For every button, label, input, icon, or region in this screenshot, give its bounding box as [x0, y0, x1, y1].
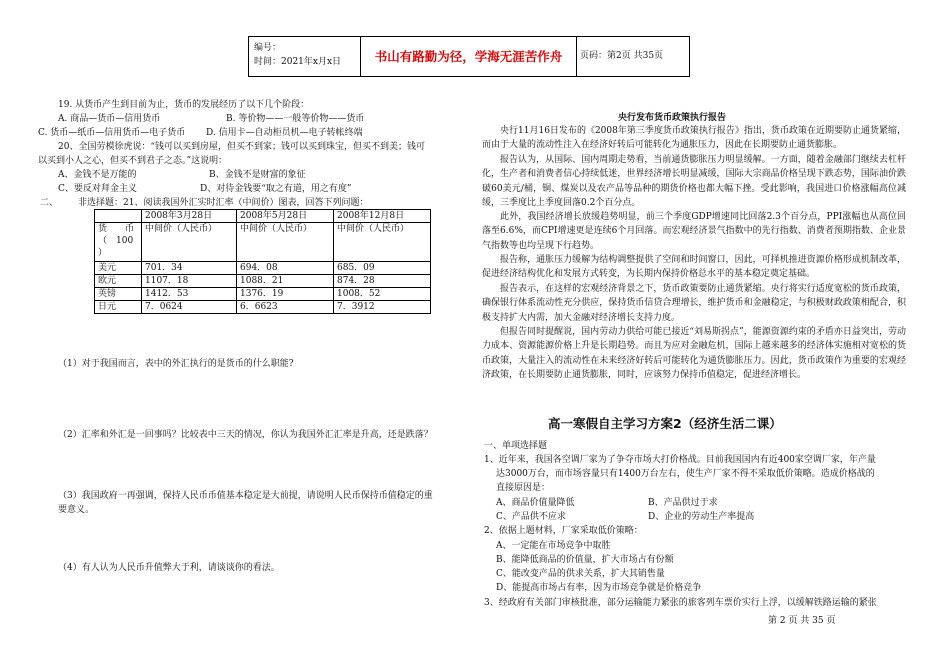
right-question-1-line2: 达3000万台，而市场容量只有1400万台左右，使生产厂家不得不采取低价策略。造成价格战的	[496, 469, 875, 479]
section-2-number: 二、	[40, 198, 59, 208]
right-question-2: 2、依据上题材料，厂家采取低价策略：	[484, 526, 643, 536]
rq1-option-b: B、产品供过于求	[648, 498, 718, 508]
question-20-line2: 以买到小人之心，但买不到君子之态。”这说明：	[38, 156, 228, 166]
q19-option-b: B. 等价物——一般等价物——货币	[226, 114, 365, 124]
header-page-label: 页码：第2页 共35页	[580, 51, 664, 61]
table-currency-label: 货 币 （ 100 ）	[95, 223, 142, 262]
table-mid-header: 中间价（人民币）	[237, 223, 334, 262]
news-title: 央行发布货币政策执行报告	[618, 113, 727, 123]
table-mid-header: 中间价（人民币）	[334, 223, 431, 262]
question-20-line1: 20、全国劳模徐虎说：“钱可以买到房屋，但买不到家；钱可以买到珠宝，但买不到美；钱可	[58, 142, 426, 152]
q19-option-a: A. 商品—货币—信用货币	[58, 114, 161, 124]
news-paragraph: 但报告同时提醒说，国内劳动力供给可能已接近“刘易斯拐点”，能源资源约束的矛盾亦日益突出，劳动力成本、资源能源价格上升是长期趋势。而且为应对金融危机，国际上越来越多的经济体实施相对宽松的货币政策，大量注入的流动性在未来经济好转后可能转化为通货膨胀压力。因此，货币政策作为重要的宏观经济政策，在长期要防止通货膨胀，同时，应该努力保持币值稳定，促进经济增长。	[482, 327, 906, 380]
sub-question-4: （4）有人认为人民币升值弊大于利，请谈谈你的看法。	[58, 563, 280, 573]
q20-option-d: D、对待金钱要“取之有道，用之有度”	[200, 184, 352, 194]
page-header-box	[248, 36, 690, 77]
table-row: 英镑 1412．53 1376．19 1008．52	[95, 288, 431, 301]
table-mid-header: 中间价（人民币）	[142, 223, 237, 262]
exchange-rate-table	[94, 209, 431, 314]
q20-option-b: B、金钱不是财富的象征	[209, 170, 306, 180]
table-row: 日元 7．0624 6．6623 7．3912	[95, 301, 431, 314]
page-footer: 第 2 页 共 35 页	[768, 616, 836, 626]
table-date: 2008年5月28日	[237, 210, 334, 223]
q20-option-a: A、金钱不是万能的	[58, 170, 137, 180]
sub-question-3-line1: （3）我国政府一再强调，保持人民币币值基本稳定是大前提，请说明人民币保持币值稳定的重	[58, 491, 433, 501]
sub-question-2: （2）汇率和外汇是一回事吗？比较表中三天的情况，你认为我国外汇汇率是升高，还是跌落？	[58, 430, 433, 440]
table-row: 美元 701．34 694．08 685．09	[95, 262, 431, 275]
question-19: 19. 从货币产生到目前为止，货币的发展经历了以下几个阶段：	[58, 100, 310, 110]
right-question-1-line3: 直接原因是：	[496, 483, 551, 493]
table-row: 欧元 1107．18 1088．21 874．28	[95, 275, 431, 288]
news-paragraph: 央行11月16日发布的《2008年第三季度货币政策执行报告》指出，货币政策在近期要防止通货紧缩，而由于大量的流动性注入在经济好转后可能转化为通胀压力，因此在长期要防止通货膨胀。	[482, 126, 906, 151]
rq1-option-a: A、商品价值量降低	[496, 498, 575, 508]
plan-title: 高一寒假自主学习方案2（经济生活二课）	[548, 416, 782, 431]
rq2-option-a: A、一定能在市场竞争中取胜	[496, 541, 611, 551]
right-question-3: 3、经政府有关部门审核批准，部分运输能力紧张的旅客列车票价实行上浮，以缓解铁路运输的紧张	[484, 598, 877, 608]
sub-question-3-line2: 要意义。	[58, 505, 95, 515]
news-paragraph: 报告称，通胀压力缓解为结构调整提供了空间和时间窗口，因此，可择机推进资源价格形成机制改革，促进经济结构优化和发展方式转变，为长期内保持价格总水平的基本稳定奠定基础。	[482, 255, 906, 280]
right-question-1-line1: 1、近年来，我国各空调厂家为了争夺市场大打价格战。目前我国国内有近400家空调厂家，年产量	[484, 455, 876, 465]
table-date: 2008年3月28日	[142, 210, 237, 223]
sub-question-1: （1）对于我国而言，表中的外汇执行的是货币的什么职能?	[58, 359, 294, 369]
rq2-option-d: D、能提高市场占有率，因为市场竞争就是价格竞争	[496, 583, 702, 593]
table-corner	[95, 210, 142, 223]
rq2-option-c: C、能改变产品的供求关系，扩大其销售量	[496, 569, 665, 579]
q19-option-c: C. 货币—纸币—信用货币—电子货币	[38, 128, 186, 138]
q20-option-c: C、要反对拜金主义	[58, 184, 137, 194]
section-2-heading: 非选择题：21、阅读我国外汇实时汇率（中间价）图表，回答下列问题：	[78, 198, 369, 208]
time-label: 时间：2021年x月x日	[254, 57, 342, 67]
section-1-heading: 一、单项选择题	[484, 441, 548, 451]
rq1-option-d: D、企业的劳动生产率提高	[648, 512, 755, 522]
rq1-option-c: C、产品供不应求	[496, 512, 566, 522]
news-paragraph: 此外，我国经济增长放缓趋势明显，前三个季度GDP增速同比回落2.3个百分点，PPI涨幅也从高位回落至6.6%，而CPI增速更是连续6个月回落。而宏观经济景气指数中的先行指数、消费者预期指数、企业景气指数等也均呈现下行趋势。	[482, 212, 906, 251]
code-label: 编号：	[254, 43, 282, 53]
header-motto: 书山有路勤为径，学海无涯苦作舟	[361, 37, 577, 76]
table-date: 2008年12月8日	[334, 210, 431, 223]
news-paragraph: 报告认为，从国际、国内周期走势看，当前通货膨胀压力明显缓解。一方面，随着金融部门继续去杠杆化，生产者和消费者信心持续低迷，世界经济增长明显减缓，国际大宗商品价格呈现下跌态势，国际油价跌破60美元/桶，铜、煤炭以及农产品等品种的期货价格也都大幅下挫。受此影响，我国进口价格涨幅高位减缓，三季度比上季度回落0.2个百分点。	[482, 155, 906, 208]
news-paragraph: 报告表示，在这样的宏观经济背景之下，货币政策要防止通货紧缩。央行将实行适度宽松的货币政策，确保银行体系流动性充分供应，保持货币信贷合理增长，维护货币和金融稳定，与积极财政政策相配合，积极支持扩大内需，加大金融对经济增长支持力度。	[482, 284, 906, 323]
q19-option-d: D. 信用卡—自动柜员机—电子转帐终端	[206, 128, 363, 138]
rq2-option-b: B、能降低商品的价值量，扩大市场占有份额	[496, 555, 674, 565]
header-meta	[249, 37, 361, 76]
